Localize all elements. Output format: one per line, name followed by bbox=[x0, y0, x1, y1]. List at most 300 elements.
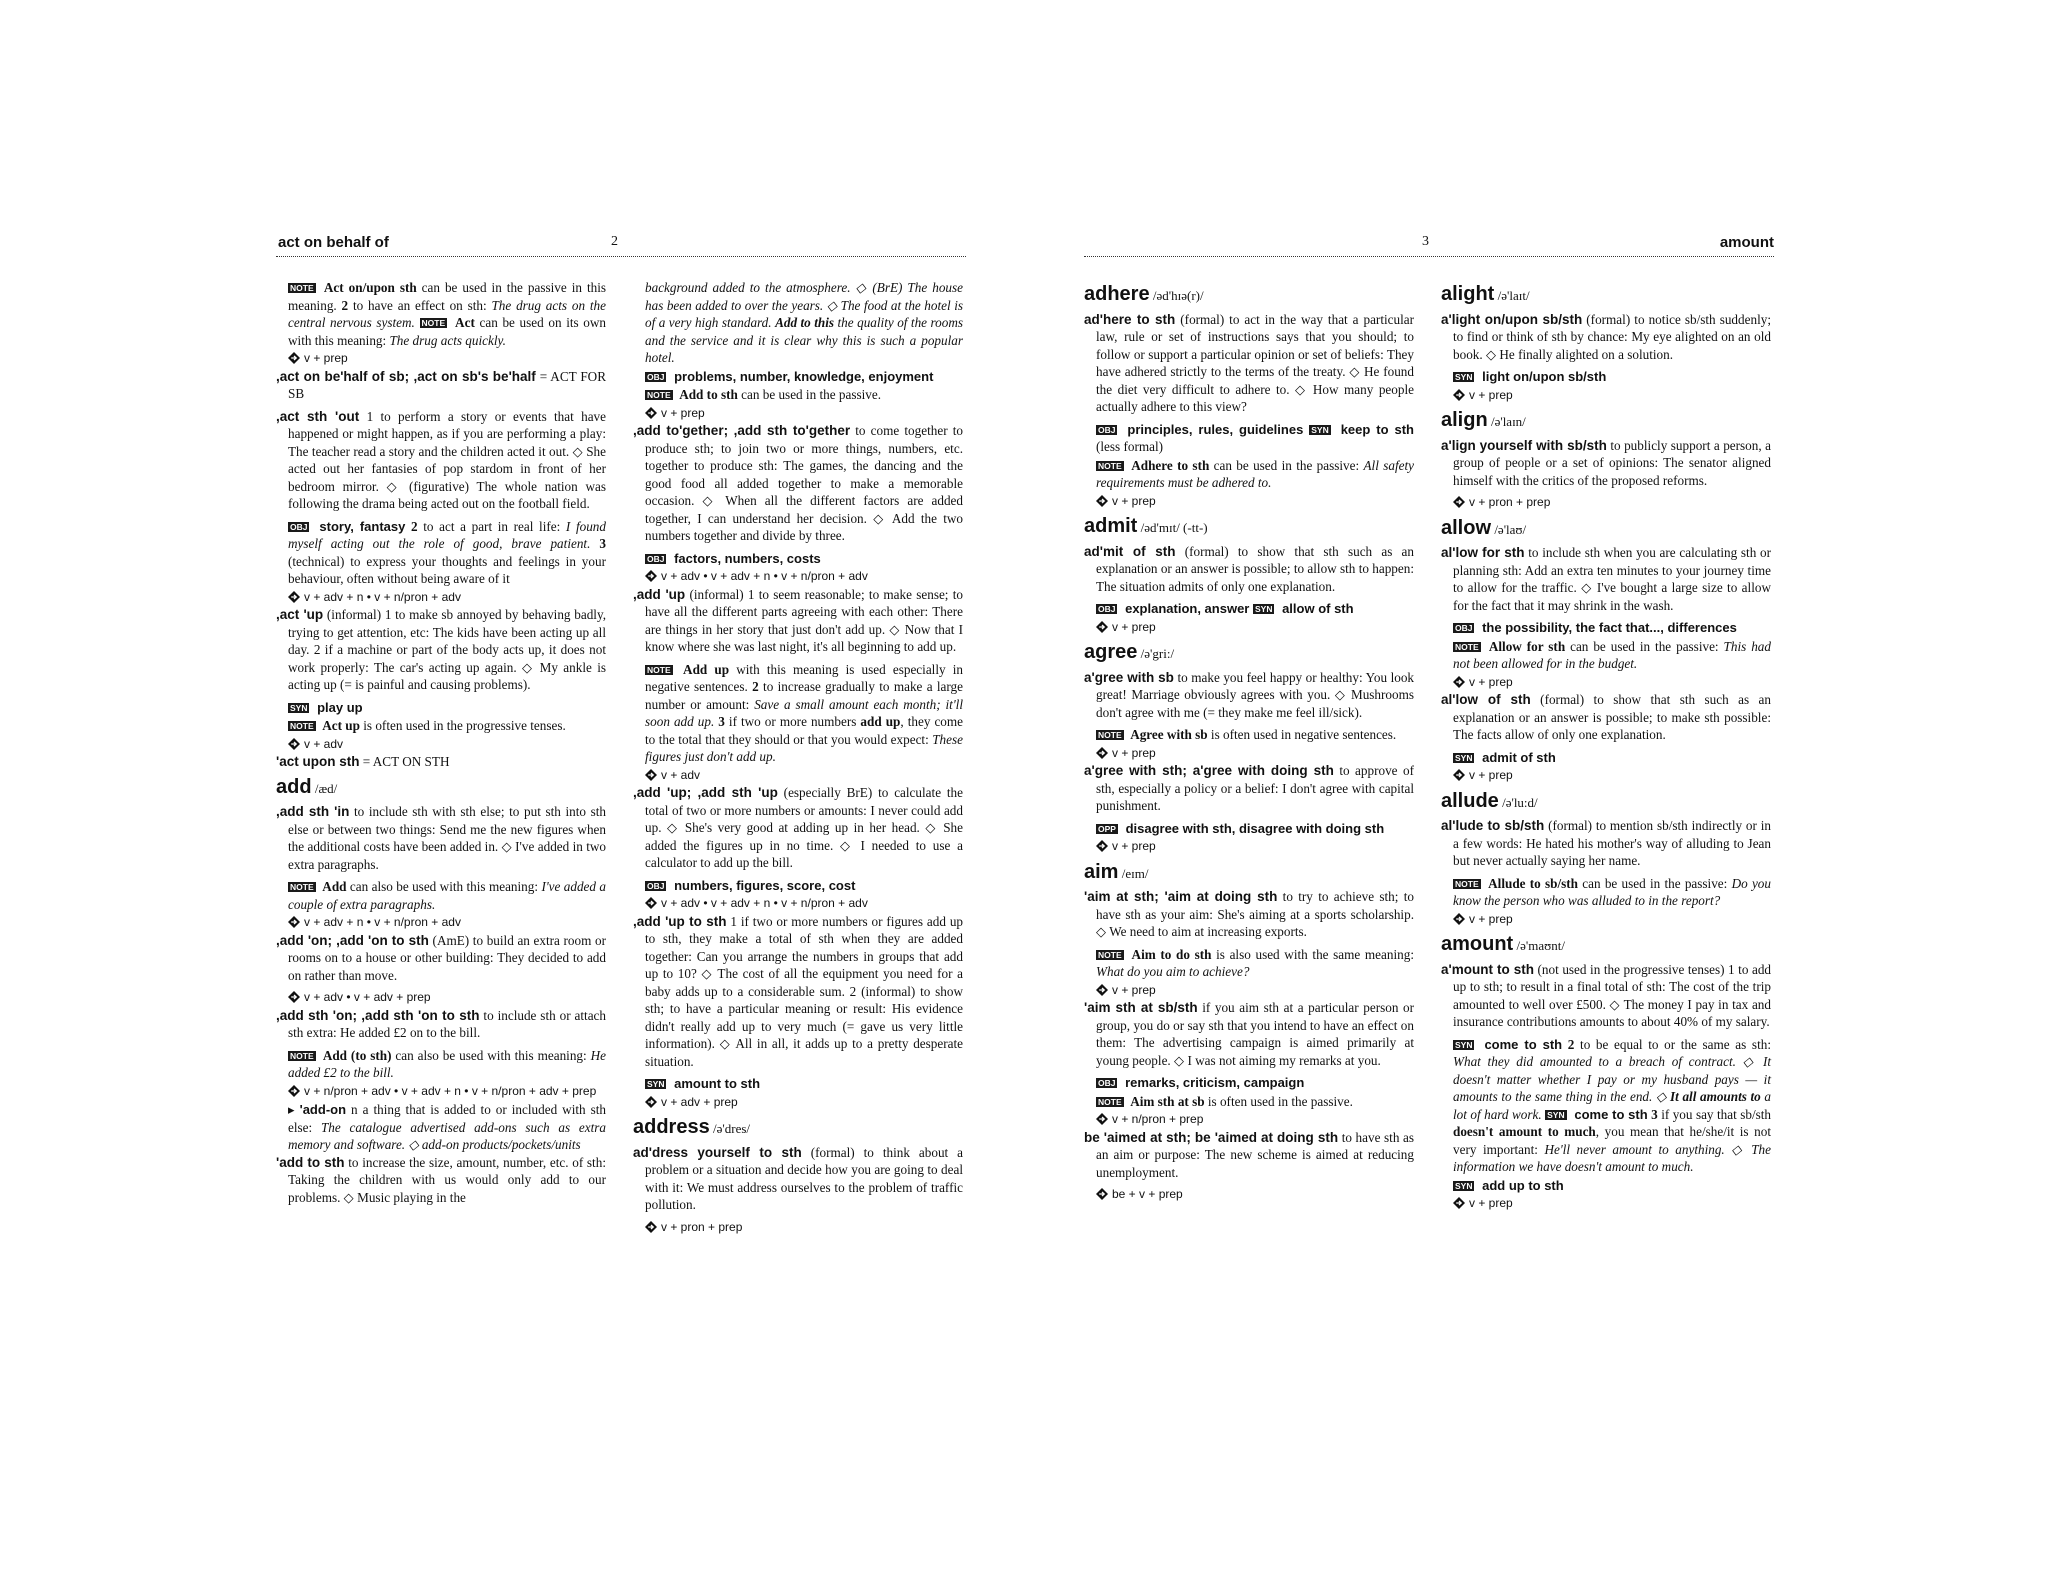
label-badge: NOTE bbox=[1455, 878, 1479, 889]
label-badge: OBJ bbox=[290, 521, 308, 532]
headword: agree bbox=[1084, 641, 1138, 663]
entry-note bbox=[1084, 1074, 1414, 1092]
grammar-pattern bbox=[633, 895, 963, 913]
example-text: This had not been allowed for in the budget. bbox=[1453, 638, 1771, 671]
dictionary-entry bbox=[276, 753, 606, 771]
headword-block bbox=[1441, 933, 1771, 955]
grammar-pattern bbox=[1441, 767, 1771, 785]
collocation-text: come to sth bbox=[1570, 1106, 1648, 1122]
label-badge: NOTE bbox=[647, 390, 671, 400]
label-badge: SYN bbox=[1254, 604, 1273, 614]
label-badge: NOTE bbox=[290, 721, 314, 731]
collocation-text: play up bbox=[313, 699, 363, 715]
dictionary-entry bbox=[633, 1144, 963, 1214]
collocation-text: principles, rules, guidelines bbox=[1121, 421, 1310, 437]
grammar-pattern-text: v + adv bbox=[661, 767, 701, 782]
grammar-pattern-icon bbox=[645, 407, 657, 419]
entry-note bbox=[1084, 820, 1414, 838]
dictionary-entry bbox=[1441, 437, 1771, 490]
body-text: is often used in the progressive tenses. bbox=[359, 718, 566, 733]
headword-block bbox=[1084, 515, 1414, 537]
example-text: The drug acts quickly. bbox=[389, 332, 506, 348]
grammar-pattern-text: v + prep bbox=[1469, 1196, 1513, 1210]
collocation-text: keep to sth bbox=[1334, 421, 1414, 437]
dictionary-entry bbox=[276, 932, 606, 985]
bold-text: Add up bbox=[676, 661, 730, 677]
grammar-pattern-icon bbox=[1096, 1113, 1108, 1125]
bold-text: 2 bbox=[1567, 1036, 1575, 1052]
definition: to include sth when you are calculating sth or planning sth: Add an extra ten minutes to your journey time to allow for the traffic. ◇ I've bought a large size to allow for the fact that it may shrink in the wash. bbox=[1453, 545, 1771, 613]
left-page-column-1 bbox=[276, 278, 606, 1211]
grammar-pattern-icon bbox=[1453, 676, 1465, 688]
phrasal-verb: ,act 'up bbox=[276, 607, 324, 622]
pronunciation: /əd'mɪt/ (-tt-) bbox=[1140, 520, 1208, 535]
bold-text: 3 bbox=[1651, 1106, 1658, 1122]
headword-block bbox=[276, 775, 606, 798]
dictionary-entry bbox=[276, 1007, 606, 1042]
example-text: background added to the atmosphere. ◇ (BrE) The house has been added to over the years. ◇ The food at the hotel is of a very high standard. bbox=[645, 280, 963, 330]
grammar-pattern-text: v + prep bbox=[1112, 493, 1156, 508]
collocation-text: admit of sth bbox=[1478, 749, 1556, 765]
definition: to try to achieve sth; to have sth as your aim: She's aiming at a sports scholarship. ◇ We need to aim at increasing exports. bbox=[1096, 889, 1414, 939]
grammar-pattern-text: v + prep bbox=[1469, 387, 1513, 402]
entry-note bbox=[276, 1047, 606, 1082]
collocation-text: explanation, answer bbox=[1121, 601, 1253, 616]
bold-text: 3 bbox=[599, 536, 607, 551]
left-page-column-2 bbox=[633, 278, 963, 1236]
example-text: What they did amounted to a breach of contract. ◇ It doesn't matter whether I pay or my husband pays — it amounts to the same thing in the end. ◇ bbox=[1453, 1054, 1771, 1104]
running-head-left bbox=[276, 234, 966, 257]
entry-note bbox=[1441, 749, 1771, 767]
grammar-pattern-icon bbox=[1453, 1197, 1465, 1209]
pronunciation: /ə'laɪn/ bbox=[1490, 414, 1526, 429]
collocation-text: light on/upon sb/sth bbox=[1478, 369, 1607, 384]
phrasal-verb: ,act on be'half of sb; ,act on sb's be'half bbox=[276, 368, 536, 384]
grammar-pattern bbox=[276, 989, 606, 1007]
entry-note bbox=[276, 717, 606, 735]
entry-note bbox=[633, 279, 963, 367]
label-badge: SYN bbox=[1455, 1180, 1473, 1191]
label-badge: SYN bbox=[1455, 1039, 1473, 1050]
phrasal-verb: ,add to'gether; ,add sth to'gether bbox=[633, 423, 851, 438]
headword: aim bbox=[1084, 860, 1119, 883]
grammar-pattern-icon bbox=[645, 897, 657, 909]
definition: to approve of sth, especially a policy or a belief: I don't agree with capital punishment. bbox=[1096, 763, 1414, 813]
phrasal-verb: 'aim sth at sb/sth bbox=[1084, 1000, 1198, 1015]
body-text: can be used in the passive: bbox=[1578, 875, 1732, 891]
grammar-pattern bbox=[633, 405, 963, 423]
label-badge: OPP bbox=[1098, 823, 1116, 834]
bold-text: 2 bbox=[410, 518, 418, 534]
dictionary-entry bbox=[1441, 311, 1771, 364]
bold-text: Act on/upon sth bbox=[319, 280, 417, 295]
body-text: , you mean that he/she/it is not very important: bbox=[1453, 1124, 1772, 1157]
phrasal-verb: ,add 'up bbox=[633, 586, 686, 602]
entry-note bbox=[1441, 638, 1771, 673]
label-badge: NOTE bbox=[1098, 1096, 1122, 1107]
phrasal-verb: a'gree with sth; a'gree with doing sth bbox=[1084, 763, 1334, 778]
headword: admit bbox=[1084, 515, 1138, 537]
label-badge: NOTE bbox=[421, 318, 446, 328]
label-badge: OBJ bbox=[647, 880, 665, 891]
grammar-pattern bbox=[1084, 1111, 1414, 1129]
entry-note bbox=[1084, 1093, 1414, 1111]
definition: 1 to perform a story or events that have happened or might happen, as if you are performing a play: The teacher read a story and the children acted it out. ◇ She acted out her fantasies of pop stardom in front of her bedroom mirror. ◇ (figurative) The whole nation was following the drama being acted out on the football field. bbox=[288, 408, 606, 511]
grammar-pattern-icon bbox=[1453, 913, 1465, 925]
label-badge: OBJ bbox=[647, 553, 665, 564]
body-text: (less formal) bbox=[1096, 439, 1164, 454]
dictionary-entry bbox=[1441, 544, 1771, 614]
definition: (formal) to think about a problem or a situation and decide how you are going to deal with it: We must address ourselves to the problem of traffic pollution. bbox=[645, 1144, 964, 1212]
definition: to come together to produce sth; to join two or more things, numbers, etc. together to produce sth: The games, the dancing and the good food all added together to make a memorable occasion. ◇ When all the different factors are added together, I can understand her decision. ◇ Add the two numbers together and divide by three. bbox=[645, 423, 964, 543]
entry-note bbox=[276, 878, 606, 913]
example-text: a lot of hard work. bbox=[1453, 1089, 1771, 1122]
label-badge: SYN bbox=[1311, 424, 1329, 435]
bold-text: add up bbox=[860, 714, 901, 729]
grammar-pattern bbox=[276, 1083, 606, 1101]
grammar-pattern-text: v + adv + n • v + n/pron + adv bbox=[304, 589, 461, 604]
definition: to make you feel happy or healthy: You look great! Marriage obviously agrees with you. ◇ Mushrooms don't agree with me (= they make me feel ill/sick). bbox=[1096, 669, 1415, 720]
bold-text: Allude to sb/sth bbox=[1484, 875, 1579, 891]
pronunciation: /ə'laʊ/ bbox=[1494, 521, 1527, 537]
bold-text: Aim sth at sb bbox=[1127, 1093, 1205, 1109]
collocation-text: the possibility, the fact that..., differences bbox=[1478, 620, 1737, 635]
example-text: Do you know the person who was alluded to in the report? bbox=[1453, 875, 1771, 908]
collocation-text: come to sth bbox=[1478, 1036, 1563, 1052]
grammar-pattern-icon bbox=[288, 1085, 300, 1097]
collocation-text: problems, number, knowledge, enjoyment bbox=[670, 368, 934, 384]
phrasal-verb: ad'here to sth bbox=[1084, 311, 1176, 327]
grammar-pattern-text: v + adv + prep bbox=[661, 1094, 738, 1109]
phrasal-verb: 'act upon sth bbox=[276, 754, 360, 769]
grammar-pattern-icon bbox=[288, 591, 300, 603]
body-text: with this meaning is used especially in negative sentences. bbox=[645, 661, 964, 694]
definition: to have sth as an aim or purpose: The new scheme is aimed at reducing unemployment. bbox=[1096, 1129, 1414, 1180]
label-badge: NOTE bbox=[290, 283, 314, 293]
dictionary-entry bbox=[276, 408, 606, 513]
example-text: Save a small amount each month; it'll soon add up. bbox=[645, 696, 963, 729]
phrasal-verb: ,add 'up to sth bbox=[633, 913, 727, 929]
body-text: can be used on its own with this meaning: bbox=[288, 315, 607, 348]
headword: allude bbox=[1441, 789, 1499, 812]
headword-block bbox=[633, 1116, 963, 1138]
grammar-pattern-icon bbox=[1096, 840, 1108, 852]
bold-text: Aim to do sth bbox=[1127, 946, 1212, 962]
label-badge: SYN bbox=[1455, 752, 1473, 763]
example-text: He added £2 to the bill. bbox=[288, 1047, 606, 1080]
pronunciation: /ə'laɪt/ bbox=[1497, 288, 1530, 303]
collocation-text: remarks, criticism, campaign bbox=[1121, 1075, 1305, 1090]
grammar-pattern-icon bbox=[1453, 389, 1465, 401]
pronunciation: /əd'hɪə(r)/ bbox=[1152, 288, 1204, 303]
entry-note bbox=[633, 1075, 963, 1093]
phrasal-verb: ,add 'up; ,add sth 'up bbox=[633, 785, 778, 800]
definition: (informal) 1 to make sb annoyed by behaving badly, trying to get attention, etc: The kids have been acting up all day. 2 if a machine or part of the body acts up, it does not work properly: The car's acting up again. ◇ My ankle is acting up (= is painful and causing problems). bbox=[288, 607, 606, 692]
dictionary-entry bbox=[633, 422, 963, 545]
entry-note bbox=[276, 1101, 606, 1154]
label-badge: OBJ bbox=[1098, 604, 1116, 614]
phrasal-verb: a'lign yourself with sb/sth bbox=[1441, 437, 1607, 453]
label-badge: SYN bbox=[647, 1079, 665, 1089]
phrasal-verb: ad'mit of sth bbox=[1084, 543, 1176, 559]
grammar-pattern bbox=[1084, 745, 1414, 763]
body-text: to increase gradually to make a large number or amount: bbox=[645, 679, 963, 712]
label-badge: OBJ bbox=[1098, 1078, 1116, 1088]
grammar-pattern bbox=[633, 1219, 963, 1237]
bold-text: Add to sth bbox=[676, 387, 738, 402]
definition: = ACT FOR SB bbox=[288, 368, 606, 401]
grammar-pattern-icon bbox=[645, 769, 657, 781]
example-text: The drug acts on the central nervous system. bbox=[288, 297, 606, 330]
collocation-text: story, fantasy bbox=[313, 518, 406, 534]
running-head-word: amount bbox=[1719, 234, 1774, 251]
example-text: What do you aim to achieve? bbox=[1096, 964, 1250, 979]
bold-text: doesn't amount to much bbox=[1453, 1124, 1596, 1139]
body-text: to be equal to or the same as sth: bbox=[1574, 1036, 1771, 1052]
body-text: to have an effect on sth: bbox=[348, 297, 492, 313]
pronunciation: /eɪm/ bbox=[1121, 865, 1149, 881]
grammar-pattern-text: v + prep bbox=[1112, 745, 1156, 760]
headword-block bbox=[1441, 283, 1771, 305]
page-number: 2 bbox=[611, 234, 618, 249]
label-badge: OBJ bbox=[647, 371, 665, 382]
phrasal-verb: al'lude to sb/sth bbox=[1441, 818, 1545, 833]
entry-note bbox=[1084, 726, 1414, 744]
body-text: can be used in the passive: bbox=[1209, 457, 1364, 473]
grammar-pattern-text: v + prep bbox=[304, 351, 348, 365]
phrasal-verb: 'aim at sth; 'aim at doing sth bbox=[1084, 889, 1278, 904]
dictionary-entry bbox=[1084, 543, 1414, 596]
running-head-right bbox=[1084, 234, 1774, 257]
bold-text: Add (to sth) bbox=[319, 1047, 392, 1063]
grammar-pattern bbox=[1441, 911, 1771, 929]
grammar-pattern-text: v + prep bbox=[661, 405, 705, 420]
dictionary-entry bbox=[633, 913, 963, 1071]
dictionary-entry bbox=[276, 803, 606, 873]
definition: (formal) to show that sth such as an explanation or an answer is possible; to allow sth to happen: The situation admits of only one explanation. bbox=[1096, 543, 1414, 594]
body-text: ▸ bbox=[288, 1102, 300, 1117]
bold-text: 2 bbox=[752, 679, 759, 694]
grammar-pattern bbox=[276, 350, 606, 368]
grammar-pattern-text: v + n/pron + prep bbox=[1112, 1112, 1204, 1126]
dictionary-entry bbox=[1441, 817, 1771, 870]
definition: (formal) to notice sb/sth suddenly; to find or think of sth by chance: My eye alighted on an old book. ◇ He finally alighted on a solution. bbox=[1453, 311, 1771, 362]
bold-text: 2 bbox=[341, 297, 349, 313]
grammar-pattern-text: v + adv • v + adv + n • v + n/pron + adv bbox=[661, 569, 868, 583]
body-text: is often used in the passive. bbox=[1204, 1093, 1353, 1109]
grammar-pattern-icon bbox=[1453, 496, 1465, 508]
body-text: n a thing that is added to or included with sth else: bbox=[288, 1102, 606, 1135]
definition: (formal) to mention sb/sth indirectly or in a few words: He hated his mother's way of alluding to Jean but never actually saying her name. bbox=[1453, 818, 1771, 868]
label-badge: NOTE bbox=[290, 1050, 314, 1061]
phrasal-verb: a'light on/upon sb/sth bbox=[1441, 311, 1583, 327]
phrasal-verb: be 'aimed at sth; be 'aimed at doing sth bbox=[1084, 1129, 1339, 1145]
definition: to include sth or attach sth extra: He added £2 on to the bill. bbox=[288, 1007, 606, 1040]
headword: amount bbox=[1441, 933, 1514, 955]
collocation-text: add up to sth bbox=[1478, 1177, 1564, 1193]
grammar-pattern bbox=[1084, 982, 1414, 1000]
entry-note bbox=[633, 368, 963, 386]
grammar-pattern-text: v + prep bbox=[1469, 911, 1513, 926]
grammar-pattern-icon bbox=[288, 352, 300, 364]
definition: (formal) to act in the way that a particular law, rule or set of instructions says that you should; to follow or support a particular opinion or set of beliefs: They have adhered strictly to the terms of the treaty. ◇ He found the diet very difficult to adhere to. ◇ How many people actually adhere to this view? bbox=[1096, 311, 1415, 414]
dictionary-entry bbox=[1084, 999, 1414, 1069]
headword: adhere bbox=[1084, 283, 1150, 305]
entry-note bbox=[1084, 421, 1414, 456]
grammar-pattern bbox=[276, 589, 606, 607]
body-text: (technical) to express your thoughts and feelings in your behaviour, often without being aware of it bbox=[288, 553, 606, 586]
phrasal-verb: ad'dress yourself to sth bbox=[633, 1144, 802, 1160]
phrasal-verb: a'gree with sb bbox=[1084, 669, 1174, 685]
label-badge: SYN bbox=[1455, 372, 1473, 382]
label-badge: NOTE bbox=[1455, 641, 1479, 652]
grammar-pattern-icon bbox=[1096, 621, 1108, 633]
headword-block bbox=[1084, 860, 1414, 883]
grammar-pattern bbox=[276, 736, 606, 754]
body-text: can also be used with this meaning: bbox=[346, 879, 542, 894]
grammar-pattern-text: v + prep bbox=[1112, 839, 1156, 853]
phrasal-verb: al'low of sth bbox=[1441, 692, 1531, 707]
definition: if you aim sth at a particular person or group, you do or say sth that you intend to have an effect on them: The advertising campaign is aimed primarily at young people. ◇ I was not aiming my remarks at you. bbox=[1096, 1000, 1414, 1068]
grammar-pattern-text: be + v + prep bbox=[1112, 1187, 1183, 1201]
example-text: The catalogue advertised add-ons such as extra memory and software. ◇ add-on products/pockets/units bbox=[288, 1119, 606, 1152]
bold-text: Agree with sb bbox=[1127, 727, 1208, 742]
dictionary-entry bbox=[633, 586, 963, 656]
dictionary-entry bbox=[1441, 961, 1771, 1031]
bold-text: Add bbox=[319, 879, 347, 894]
grammar-pattern bbox=[1084, 493, 1414, 511]
running-head-word: act on behalf of bbox=[278, 234, 389, 251]
bold-example-text: It all amounts to bbox=[1670, 1089, 1761, 1104]
pronunciation: /æd/ bbox=[314, 780, 338, 796]
entry-note bbox=[1441, 1177, 1771, 1195]
bold-text: Act up bbox=[319, 718, 360, 733]
collocation-text: 'add-on bbox=[299, 1102, 347, 1117]
grammar-pattern-text: v + prep bbox=[1112, 619, 1156, 634]
phrasal-verb: 'add to sth bbox=[276, 1154, 345, 1170]
entry-note bbox=[633, 386, 963, 404]
entry-note bbox=[633, 877, 963, 895]
phrasal-verb: al'low for sth bbox=[1441, 545, 1525, 560]
entry-note bbox=[1084, 600, 1414, 618]
dictionary-entry bbox=[1084, 669, 1414, 722]
grammar-pattern-icon bbox=[645, 1221, 657, 1233]
grammar-pattern-icon bbox=[288, 991, 300, 1003]
dictionary-entry bbox=[1084, 311, 1414, 416]
headword: address bbox=[633, 1116, 710, 1138]
phrasal-verb: a'mount to sth bbox=[1441, 961, 1534, 977]
body-text: to act a part in real life: bbox=[417, 518, 566, 534]
body-text: if two or more numbers bbox=[724, 714, 861, 729]
dictionary-entry bbox=[276, 606, 606, 694]
body-text: can be used in the passive. bbox=[737, 387, 882, 402]
entry-note bbox=[633, 661, 963, 766]
example-text: I found myself acting out the role of good, brave patient. bbox=[288, 518, 606, 551]
bold-text: 3 bbox=[718, 714, 725, 729]
headword: align bbox=[1441, 409, 1488, 431]
grammar-pattern-text: v + adv + n • v + n/pron + adv bbox=[304, 915, 461, 929]
grammar-pattern-text: v + n/pron + adv • v + adv + n • v + n/pron + adv + prep bbox=[304, 1083, 597, 1098]
body-text: is also used with the same meaning: bbox=[1211, 946, 1414, 962]
definition: 1 if two or more numbers or figures add up to sth, they make a total of sth when they are added together: Can you arrange the numbers in groups that add up to 10? ◇ The cost of all the equipment you need for a baby adds up to a considerable sum. 2 (informal) to show sth; to have a particular meaning or result: His evidence didn't really add up to very much (= gave us very little information). ◇ All in all, it adds up to a pretty desperate situation. bbox=[645, 913, 964, 1069]
body-text: can be used in the passive in this meaning. bbox=[288, 280, 607, 313]
grammar-pattern-text: v + prep bbox=[1469, 768, 1513, 782]
grammar-pattern bbox=[1084, 838, 1414, 856]
bold-text: Act bbox=[451, 315, 475, 330]
grammar-pattern bbox=[1441, 494, 1771, 512]
entry-note bbox=[276, 518, 606, 588]
pronunciation: /ə'maʊnt/ bbox=[1516, 938, 1565, 953]
grammar-pattern-icon bbox=[645, 1096, 657, 1108]
grammar-pattern bbox=[1441, 1195, 1771, 1213]
body-text: can be used in the passive: bbox=[1565, 638, 1724, 654]
definition: (informal) 1 to seem reasonable; to make sense; to have all the different parts agreeing with each other: There are things in her story that just don't add up. ◇ Now that I know where she was last night, it's all beginning to add up. bbox=[645, 586, 963, 654]
entry-note bbox=[1441, 1036, 1771, 1176]
grammar-pattern-icon bbox=[288, 738, 300, 750]
grammar-pattern-icon bbox=[645, 570, 657, 582]
grammar-pattern bbox=[1441, 674, 1771, 692]
right-page-column-2 bbox=[1441, 278, 1771, 1213]
bold-text: Adhere to sth bbox=[1127, 457, 1210, 473]
entry-note bbox=[633, 550, 963, 568]
body-text: is often used in negative sentences. bbox=[1207, 727, 1397, 742]
collocation-text: factors, numbers, costs bbox=[670, 550, 821, 566]
grammar-pattern-text: v + adv • v + adv + prep bbox=[304, 990, 431, 1004]
phrasal-verb: ,add sth 'on; ,add sth 'on to sth bbox=[276, 1007, 480, 1023]
body-text: can also be used with this meaning: bbox=[391, 1047, 591, 1063]
dictionary-entry bbox=[1084, 1129, 1414, 1182]
grammar-pattern-icon bbox=[1096, 1188, 1108, 1200]
entry-note bbox=[1441, 619, 1771, 637]
collocation-text: allow of sth bbox=[1278, 601, 1354, 616]
grammar-pattern-text: v + prep bbox=[1112, 982, 1156, 997]
definition: to publicly support a person, a group of people or a set of opinions: The senator aligned himself with the critics of the proposed reforms. bbox=[1453, 437, 1772, 488]
example-text: the quality of the rooms and the service and it is clear why this is such a popular hotel. bbox=[645, 315, 963, 365]
headword: add bbox=[276, 775, 312, 798]
dictionary-entry bbox=[1441, 691, 1771, 744]
grammar-pattern bbox=[633, 568, 963, 586]
entry-note bbox=[1441, 875, 1771, 910]
collocation-text: disagree with sth, disagree with doing sth bbox=[1121, 820, 1385, 836]
label-badge: NOTE bbox=[290, 882, 314, 892]
grammar-pattern bbox=[1084, 1186, 1414, 1204]
entry-note bbox=[276, 279, 606, 349]
definition: (AmE) to build an extra room or rooms on to a house or other building: They decided to add on rather than move. bbox=[288, 932, 607, 983]
grammar-pattern-text: v + adv bbox=[304, 736, 344, 751]
phrasal-verb: ,act sth 'out bbox=[276, 408, 360, 424]
body-text: , they come to the total that they should or that you would expect: bbox=[645, 714, 963, 747]
example-text: I've added a couple of extra paragraphs. bbox=[288, 879, 606, 912]
headword-block bbox=[1441, 516, 1771, 539]
grammar-pattern-icon bbox=[288, 916, 300, 928]
bold-example-text: Add to this bbox=[775, 315, 835, 330]
dictionary-entry bbox=[276, 368, 606, 403]
grammar-pattern bbox=[1084, 619, 1414, 637]
headword-block bbox=[1441, 409, 1771, 431]
pronunciation: /ə'dres/ bbox=[713, 1121, 751, 1136]
headword-block bbox=[1084, 641, 1414, 663]
definition: (not used in the progressive tenses) 1 to add up to sth; to result in a final total of sth: The cost of the trip amounted to well over £500. ◇ The money I pay in tax and insurance contributions amounts to about 40% of my salary. bbox=[1453, 961, 1772, 1029]
bold-text: Allow for sth bbox=[1484, 638, 1566, 654]
dictionary-entry bbox=[633, 784, 963, 872]
label-badge: NOTE bbox=[1098, 949, 1122, 960]
label-badge: OBJ bbox=[1098, 424, 1116, 435]
example-text: These figures just don't add up. bbox=[645, 731, 963, 764]
example-text: He'll never amount to anything. ◇ The information we have doesn't amount to much. bbox=[1453, 1141, 1771, 1174]
grammar-pattern-icon bbox=[1096, 747, 1108, 759]
grammar-pattern bbox=[1441, 387, 1771, 405]
label-badge: SYN bbox=[1547, 1109, 1565, 1120]
